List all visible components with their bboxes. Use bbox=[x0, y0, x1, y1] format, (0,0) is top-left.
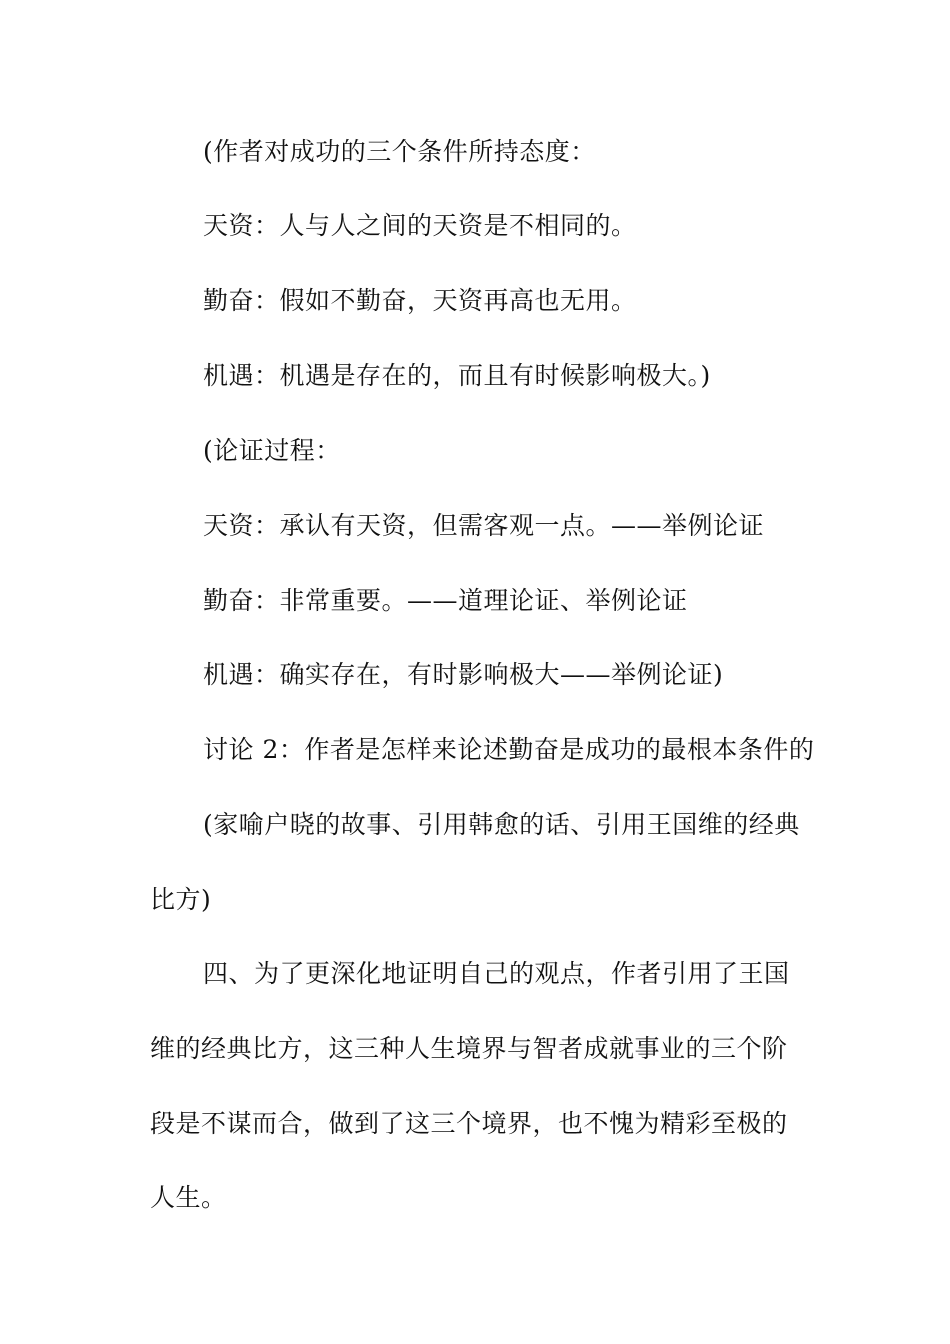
section-four-line-3: 段是不谋而合，做到了这三个境界，也不愧为精彩至极的 bbox=[150, 1109, 788, 1138]
argument-diligence: 勤奋：非常重要。——道理论证、举例论证 bbox=[203, 586, 688, 615]
section-four-line-4: 人生。 bbox=[150, 1183, 227, 1212]
discussion-answer-line-2: 比方) bbox=[150, 885, 212, 914]
discussion-answer-line-1: (家喻户晓的故事、引用韩愈的话、引用王国维的经典 bbox=[203, 810, 800, 839]
attitude-talent: 天资：人与人之间的天资是不相同的。 bbox=[203, 211, 637, 240]
attitude-diligence: 勤奋：假如不勤奋，天资再高也无用。 bbox=[203, 286, 637, 315]
argument-talent: 天资：承认有天资，但需客观一点。——举例论证 bbox=[203, 511, 765, 540]
argument-opportunity: 机遇：确实存在，有时影响极大——举例论证) bbox=[203, 660, 724, 689]
argument-heading: (论证过程： bbox=[203, 436, 341, 465]
discussion-question: 讨论 2：作者是怎样来论述勤奋是成功的最根本条件的 bbox=[203, 735, 815, 764]
attitude-opportunity: 机遇：机遇是存在的，而且有时候影响极大。) bbox=[203, 361, 711, 390]
section-four-line-2: 维的经典比方，这三种人生境界与智者成就事业的三个阶 bbox=[150, 1034, 788, 1063]
section-four-line-1: 四、为了更深化地证明自己的观点，作者引用了王国 bbox=[203, 959, 790, 988]
attitude-heading: (作者对成功的三个条件所持态度： bbox=[203, 137, 596, 166]
